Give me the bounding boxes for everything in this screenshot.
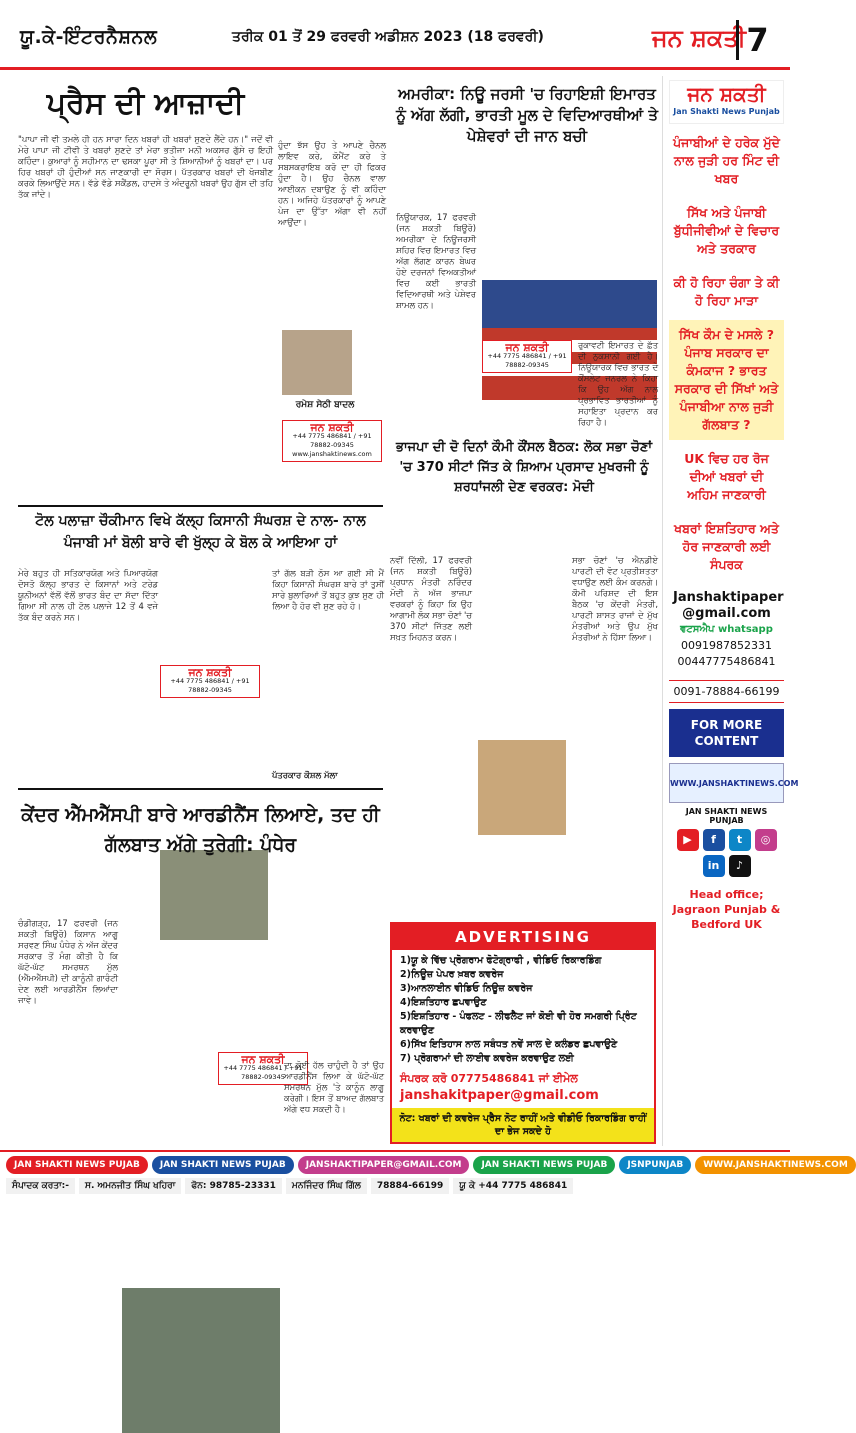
usa-body2: ਰੁਕਾਵਟੀ ਇਮਾਰਤ ਦੇ ਛੱਤ ਦੀ ਨੁਕਸਾਨੀ ਗਈ ਹੈ। ਨਿਊਯਾਰਕ ਵਿਚ ਭਾਰਤ ਦੇ ਕੌਂਸਲੇਟ ਜਨਰਲ ਨੇ ਕਿਹਾ ਕਿ ਉਹ ਅੱਗ ਨਾਲ ਪ੍ਰਭਾਵਿਤ ਭਾਰਤੀਆਂ ਨੂੰ ਸਹਾਇਤਾ ਪ੍ਰਦਾਨ ਕਰ ਰਿਹਾ ਹੈ। xyxy=(578,340,658,427)
footer-editor-label: ਸੰਪਾਦਕ ਕਰਤਾ:- xyxy=(6,1178,75,1194)
sidebar-promo-1: ਪੰਜਾਬੀਆਂ ਦੇ ਹਰੇਕ ਮੁੱਦੇ ਨਾਲ ਜੁੜੀ ਹਰ ਮਿੰਟ ਦੀ ਖਬਰ xyxy=(673,135,780,186)
headline-bjp: ਭਾਜਪਾ ਦੀ ਦੋ ਦਿਨਾਂ ਕੌਮੀ ਕੌਂਸਲ ਬੈਠਕ: ਲੋਕ ਸਭਾ ਚੋਣਾਂ 'ਚ 370 ਸੀਟਾਂ ਜਿੱਤ ਕੇ ਸ਼ਿਆਮ ਪ੍ਰਸਾਦ ਮੁਖਰਜੀ ਨੂੰ ਸ਼ਰਧਾਂਜਲੀ ਦੇਣ ਵਰਕਰ: ਮੋਦੀ xyxy=(396,440,652,495)
author-photo xyxy=(282,330,352,395)
sidebar-promo-5: UK ਵਿਚ ਹਰ ਰੋਜ ਦੀਆਂ ਖਬਰਾਂ ਦੀ ਅਹਿਮ ਜਾਣਕਾਰੀ xyxy=(684,451,769,502)
date-line: ਤਰੀਕ 01 ਤੋਂ 29 ਫਰਵਰੀ ਅਡੀਸ਼ਨ 2023 (18 ਫਰਵਰੀ) xyxy=(232,29,544,45)
toll-photo xyxy=(160,850,268,940)
bjp-photo xyxy=(478,740,566,835)
page-number: 7 xyxy=(736,20,776,60)
msp-stamp: ਜਨ ਸ਼ਕਤੀ +44 7775 486841 / +91 78882-09345 xyxy=(218,1052,308,1085)
ad-item: 4)ਇਸ਼ਤਿਹਾਰ ਛਪਵਾਉਣ xyxy=(400,997,487,1008)
sidebar-phone: 0091-78884-66199 xyxy=(669,680,784,703)
sidebar-promo-2: ਸਿੱਖ ਅਤੇ ਪੰਜਾਬੀ ਬੁੱਧੀਜੀਵੀਆਂ ਦੇ ਵਿਚਾਰ ਅਤੇ ਤਰਕਾਰ xyxy=(673,205,780,256)
toll-stamp: ਜਨ ਸ਼ਕਤੀ +44 7775 486841 / +91 78882-09345 xyxy=(160,665,260,698)
press-col1: "ਪਾਪਾ ਜੀ ਵੀ ਤਮਲੇ ਹੀ ਹਨ ਸਾਰਾ ਦਿਨ ਖਬਰਾਂ ਹੀ ਖਬਰਾਂ ਸੁਣਦੇ ਲੈਂਦੇ ਹਨ।" ਜਦੋਂ ਵੀ ਮੇਰੇ ਪਾਪਾ ਜੀ ਟੀਵੀ ਤੇ ਖਬਰਾਂ ਸੁਣਦੇ ਤਾਂ ਮੇਰਾ ਭਤੀਜਾ ਮਨੀ ਅਕਸਰ ਗੁੱਸੇ ਚ ਇਹੀ ਕਹਿੰਦਾ। ਕੁਆਰਾਂ ਨੂੰ ਸਹੀਮਾਨ ਦਾ ਢਸਕਾ ਪੂਰਾ ਸੀ ਤੇ ਸ਼ਿਆਨੀਆਂ ਨੂੰ ਖਬਰਾਂ ਦਾ। ਪਰ ਹਿਰ ਖਬਰਾਂ ਹੀ ਹੁੰਦੀਆਂ ਸਨ ਜਾਣਕਾਰੀ ਦਾ ਸੋਰਸ। ਪੱਤਰਕਾਰ ਖਬਰਾਂ ਦੀ ਖੋਜਬੀਣ ਕਰਕੇ ਲਿਆਉਂਦੇ ਸਨ। ਵੱਡੇ ਵੱਡੇ ਸਕੈਂਡਲ, ਹਾਦਸੇ ਤੇ ਅੰਦਰੂਨੀ ਖਬਰਾਂ ਉਹ ਗੁੱਸ ਦੀ ਤਹਿ ਤੱਕ ਜਾਂਦੇ। xyxy=(18,134,273,199)
press-col2: ਹੁੰਦਾ ਝੱਸ ਉਹ ਤੇ ਆਪਣੇ ਚੈਨਲ ਲਾਇਵ ਕਰੇ, ਕੋਮੈਂਟ ਕਰੇ ਤੇ ਸਬਸਕਰਾਇਬ ਕਰੋ ਦਾ ਹੀ ਫਿਕਰ ਹੁੰਦਾ ਹੈ। ਉਹ ਚੈਨਲ ਵਾਲਾ ਆਈਕਨ ਦਬਾਉਣ ਨੂੰ ਵੀ ਕਹਿੰਦਾ ਹਨ। ਅਜਿਹੇ ਪੱਤਰਕਾਰਾਂ ਨੂੰ ਆਪਣੇ ਪੇਜ ਦਾ ਉੱਤਾ ਅੱਗਾ ਵੀ ਨਹੀਂ ਆਉਂਦਾ। xyxy=(278,140,386,227)
footer-website-link[interactable]: WWW.JANSHAKTINEWS.COM xyxy=(695,1156,855,1174)
article-press xyxy=(18,80,273,489)
footer-whatsapp-link[interactable]: JAN SHAKTI NEWS PUJAB xyxy=(473,1156,615,1174)
masthead xyxy=(0,0,790,70)
ad-item: 3)ਆਨਲਾਈਨ ਵੀਡਿਓ ਨਿਊਜ਼ ਕਵਰੇਜ xyxy=(400,983,533,994)
whatsapp-label: ਵਟਸਐਪ whatsapp xyxy=(680,624,773,635)
follow-label: JAN SHAKTI NEWS PUNJAB xyxy=(685,807,768,825)
youtube-icon[interactable]: ▶ xyxy=(677,829,699,851)
head-office: Head office; Jagraon Punjab & Bedford UK xyxy=(672,888,781,931)
press-col2-area xyxy=(278,140,386,320)
footer-manager-phone: 78884-66199 xyxy=(371,1178,449,1194)
right-sidebar xyxy=(662,76,799,1146)
ad-item: 7) ਪ੍ਰੋਗਰਾਮਾਂ ਦੀ ਲਾਈਵ ਕਵਰੇਜ ਕਰਵਾਉਣ ਲਈ xyxy=(400,1053,574,1064)
sidebar-logo: ਜਨ ਸ਼ਕਤੀ Jan Shakti News Punjab xyxy=(669,80,784,124)
footer-manager: ਮਨਜਿੰਦਰ ਸਿੰਘ ਗਿੱਲ xyxy=(286,1178,367,1194)
instagram-icon[interactable]: ◎ xyxy=(755,829,777,851)
press-stamp: ਜਨ ਸ਼ਕਤੀ +44 7775 486841 / +91 78882-09345 www.janshaktinews.com xyxy=(282,420,382,462)
footer xyxy=(0,1150,848,1200)
sidebar-promo-4: ਸਿੱਖ ਕੌਮ ਦੇ ਮਸਲੇ ? ਪੰਜਾਬ ਸਰਕਾਰ ਦਾ ਕੰਮਕਾਜ ? ਭਾਰਤ ਸਰਕਾਰ ਦੀ ਸਿੱਖਾਂ ਅਤੇ ਪੰਜਾਬੀਆ ਨਾਲ ਜੁੜੀ ਗੱਲਬਾਤ ? xyxy=(669,320,784,440)
author-name: ਰਮੇਸ਼ ਸੇਠੀ ਬਾਦਲ xyxy=(295,400,355,410)
msp-body: ਚੰਡੀਗੜ੍ਹ, 17 ਫਰਵਰੀ (ਜਨ ਸ਼ਕਤੀ ਬਿਊਰੋ) ਕਿਸਾਨ ਆਗੂ ਸਰਵਣ ਸਿੰਘ ਪੰਧੇਰ ਨੇ ਅੱਜ ਕੇਂਦਰ ਸਰਕਾਰ ਤੋਂ ਮੰਗ ਕੀਤੀ ਹੈ ਕਿ ਘੱਟੋ-ਘੱਟ ਸਮਰਥਨ ਮੁੱਲ (ਐੱਮਐੱਸਪੀ) ਦੀ ਕਾਨੂੰਨੀ ਗਾਰੰਟੀ ਦੇਣ ਲਈ ਆਰਡੀਨੈਂਸ ਲਿਆਂਦਾ ਜਾਵੇ। xyxy=(18,918,118,1005)
headline-toll: ਟੋਲ ਪਲਾਜ਼ਾ ਚੌਕੀਮਾਨ ਵਿਖੇ ਕੱਲ੍ਹ ਕਿਸਾਨੀ ਸੰਘਰਸ਼ ਦੇ ਨਾਲ- ਨਾਲ ਪੰਜਾਬੀ ਮਾਂ ਬੋਲੀ ਬਾਰੇ ਵੀ ਖੁੱਲ੍ਹ ਕੇ ਬੋਲ ਕੇ ਆਇਆ ਹਾਂ xyxy=(35,513,366,551)
ad-contact: ਸੰਪਰਕ ਕਰੋ 07775486841 ਜਾਂ ਈਮੇਲ xyxy=(400,1072,578,1085)
ad-item: 2)ਨਿਊਜ਼ ਪੇਪਰ ਖ਼ਬਰ ਕਵਰੇਜ xyxy=(400,969,504,980)
usa-body: ਨਿਊਯਾਰਕ, 17 ਫਰਵਰੀ (ਜਨ ਸ਼ਕਤੀ ਬਿਊਰੋ) ਅਮਰੀਕਾ ਦੇ ਨਿਊਜਰਸੀ ਸ਼ਹਿਰ ਵਿਚ ਇਮਾਰਤ ਵਿਚ ਅੱਗ ਲੱਗਣ ਕਾਰਨ ਬੇਘਰ ਹੋਏ ਦਰਜਨਾਂ ਵਿਅਕਤੀਆਂ ਵਿਚ ਕਈ ਭਾਰਤੀ ਵਿਦਿਆਰਥੀ ਅਤੇ ਪੇਸ਼ੇਵਰ ਸ਼ਾਮਲ ਹਨ। xyxy=(396,212,476,310)
toll-byline: ਪੱਤਰਕਾਰ ਕੌਸ਼ਲ ਮੱਲਾ xyxy=(272,770,338,780)
website-badge[interactable]: WWW.JANSHAKTINEWS.COM xyxy=(669,763,784,803)
twitter-icon[interactable]: t xyxy=(729,829,751,851)
social-icons xyxy=(669,829,784,877)
sidebar-promo-6: ਖਬਰਾਂ ਇਸ਼ਤਿਹਾਰ ਅਤੇ ਹੋਰ ਜਾਣਕਾਰੀ ਲਈ ਸੰਪਰਕ xyxy=(674,521,779,572)
ad-item: 5)ਇਸ਼ਤਿਹਾਰ - ਪੰਫਲਟ - ਲੀਫਲੈਟ ਜਾਂ ਕੋਈ ਵੀ ਹੋਰ ਸਮਗਰੀ ਪ੍ਰਿੰਟ ਕਰਵਾਉਣ xyxy=(400,1011,637,1036)
footer-facebook-link[interactable]: JAN SHAKTI NEWS PUJAB xyxy=(152,1156,294,1174)
more-content-button[interactable]: FOR MORE CONTENT xyxy=(669,709,784,757)
divider-2 xyxy=(18,788,383,790)
footer-contact-row xyxy=(0,1178,790,1194)
footer-uk-phone: ਯੂ ਕੇ +44 7775 486841 xyxy=(453,1178,573,1194)
ad-item: 1)ਯੂ ਕੇ ਵਿੱਚ ਪ੍ਰੋਗਰਾਮ ਫੋਟੋਗ੍ਰਾਫੀ , ਵੀਡਿਓ ਰਿਕਾਰਡਿੰਗ xyxy=(400,955,602,966)
toll-col1: ਮੇਰੇ ਬਹੁਤ ਹੀ ਸਤਿਕਾਰਯੋਗ ਅਤੇ ਪਿਆਰਯੋਗ ਦੋਸਤੋ ਕੱਲ੍ਹ ਭਾਰਤ ਦੇ ਕਿਸਾਨਾਂ ਅਤੇ ਟਰੇਡ ਯੂਨੀਅਨਾਂ ਵੱਲੋਂ ਵੱਲੋਂ ਭਾਰਤ ਬੰਦ ਦਾ ਸੱਦਾ ਦਿੱਤਾ ਗਿਆ ਸੀ ਨਾਲ ਹੀ ਟੋਲ ਪਲਾਜੇ 12 ਤੋਂ 4 ਵਜੇ ਤੱਕ ਬੰਦ ਕਰਨੇ ਸਨ। xyxy=(18,568,158,622)
footer-twitter-link[interactable]: JSNPUNJAB xyxy=(619,1156,691,1174)
bjp-body: ਨਵੀਂ ਦਿੱਲੀ, 17 ਫਰਵਰੀ (ਜਨ ਸ਼ਕਤੀ ਬਿਊਰੋ) ਪ੍ਰਧਾਨ ਮੰਤਰੀ ਨਰਿੰਦਰ ਮੋਦੀ ਨੇ ਅੱਜ ਭਾਜਪਾ ਵਰਕਰਾਂ ਨੂੰ ਕਿਹਾ ਕਿ ਉਹ ਆਗਾਮੀ ਲੋਕ ਸਭਾ ਚੋਣਾਂ 'ਚ 370 ਸੀਟਾਂ ਜਿੱਤਣ ਲਈ ਸਖ਼ਤ ਮਿਹਨਤ ਕਰਨ। xyxy=(390,555,472,642)
brand-logo: ਜਨ ਸ਼ਕਤੀ xyxy=(652,23,746,52)
headline-press: ਪ੍ਰੈਸ ਦੀ ਆਜ਼ਾਦੀ xyxy=(46,86,245,121)
ad-item: 6)ਸਿੱਖ ਇਤਿਹਾਸ ਨਾਲ ਸਬੰਧਤ ਨਵੇਂ ਸਾਲ ਦੇ ਕਲੰਡਰ ਛਪਵਾਉਣੇ xyxy=(400,1039,618,1050)
ad-email[interactable]: janshakitpaper@gmail.com xyxy=(400,1088,599,1103)
facebook-icon[interactable]: f xyxy=(703,829,725,851)
ad-title: ADVERTISING xyxy=(392,924,654,950)
footer-phone: ਫੋਨ: 98785-23331 xyxy=(185,1178,282,1194)
sidebar-contact xyxy=(669,586,784,674)
footer-youtube-link[interactable]: JAN SHAKTI NEWS PUJAB xyxy=(6,1156,148,1174)
usa-stamp: ਜਨ ਸ਼ਕਤੀ +44 7775 486841 / +91 78882-09345 xyxy=(482,340,572,373)
whatsapp-number-2: 00447775486841 xyxy=(677,655,776,668)
headline-msp: ਕੇਂਦਰ ਐੱਮਐੱਸਪੀ ਬਾਰੇ ਆਰਡੀਨੈਂਸ ਲਿਆਏ, ਤਦ ਹੀ ਗੱਲਬਾਤ ਅੱਗੇ ਤੁਰੇਗੀ: ਪੰਧੇਰ xyxy=(21,804,380,856)
msp-body2: ਦਾ ਕੋਈ ਹੱਲ ਚਾਹੁੰਦੀ ਹੈ ਤਾਂ ਉਹ ਆਰਡੀਨੈਂਸ ਲਿਆ ਕੇ ਘੱਟੋ-ਘੱਟ ਸਮਰਥਨ ਮੁੱਲ 'ਤੇ ਕਾਨੂੰਨ ਲਾਗੂ ਕਰੇਗੀ। ਇਸ ਤੋਂ ਬਾਅਦ ਗੱਲਬਾਤ ਅੱਗੇ ਵਧ ਸਕਦੀ ਹੈ। xyxy=(284,1060,384,1114)
advertising-box xyxy=(390,922,656,1144)
divider-1 xyxy=(18,505,383,507)
toll-col2: ਤਾਂ ਗੱਲ ਬੜੀ ਠੋਸ ਆ ਗਈ ਸੀ ਮੈਂ ਕਿਹਾ ਕਿਸਾਨੀ ਸੰਘਰਸ਼ ਬਾਰੇ ਤਾਂ ਤੁਸੀਂ ਸਾਰੇ ਬੁਲਾਰਿਆਂ ਤੋਂ ਬਹੁਤ ਕੁਝ ਸੁਣ ਹੀ ਲਿਆ ਹੈ ਹੋਰ ਵੀ ਸੁਣ ਰਹੇ ਹੋ। xyxy=(272,568,384,611)
headline-usa: ਅਮਰੀਕਾ: ਨਿਊ ਜਰਸੀ 'ਚ ਰਿਹਾਇਸ਼ੀ ਇਮਾਰਤ ਨੂੰ ਅੱਗ ਲੱਗੀ, ਭਾਰਤੀ ਮੂਲ ਦੇ ਵਿਦਿਆਰਥੀਆਂ ਤੇ ਪੇਸ਼ੇਵਰਾਂ ਦੀ ਜਾਨ ਬਚੀ xyxy=(396,85,658,145)
footer-social-row xyxy=(0,1152,848,1178)
edition-label: ਯੂ.ਕੇ-ਇੰਟਰਨੈਸ਼ਨਲ xyxy=(20,26,158,48)
footer-editor-name: ਸ. ਅਮਨਜੀਤ ਸਿੰਘ ਖਹਿਰਾ xyxy=(79,1178,181,1194)
ad-note: ਨੋਟ: ਖਬਰਾਂ ਦੀ ਕਵਰੇਜ ਪ੍ਰੈਸ ਨੋਟ ਰਾਹੀਂ ਅਤੇ ਵੀਡੀਓ ਰਿਕਾਰਡਿੰਗ ਰਾਹੀਂ ਦਾ ਭੇਜ ਸਕਦੇ ਹੋ xyxy=(392,1108,654,1142)
sidebar-email-domain[interactable]: @gmail.com xyxy=(682,606,771,621)
bjp-body2: ਸਭਾ ਚੋਣਾਂ 'ਚ ਐਨਡੀਏ ਪਾਰਟੀ ਦੀ ਵੋਟ ਪ੍ਰਤੀਸ਼ਤਤਾ ਵਧਾਉਣ ਲਈ ਕੰਮ ਕਰਨਗੇ। ਕੌਮੀ ਪਰਿਸ਼ਦ ਦੀ ਇਸ ਬੈਠਕ 'ਚ ਕੇਂਦਰੀ ਮੰਤਰੀ, ਪਾਰਟੀ ਸ਼ਾਸਤ ਰਾਜਾਂ ਦੇ ਮੁੱਖ ਮੰਤਰੀਆਂ ਅਤੇ ਉਪ ਮੁੱਖ ਮੰਤਰੀਆਂ ਨੇ ਹਿੱਸਾ ਲਿਆ। xyxy=(572,555,658,642)
sidebar-email-user[interactable]: Janshaktipaper xyxy=(673,590,784,605)
msp-photo xyxy=(122,1288,280,1433)
ad-list xyxy=(392,950,654,1070)
sidebar-promo-3: ਕੀ ਹੋ ਰਿਹਾ ਚੰਗਾ ਤੇ ਕੀ ਹੋ ਰਿਹਾ ਮਾੜਾ xyxy=(673,275,780,308)
footer-email-link[interactable]: JANSHAKTIPAPER@GMAIL.COM xyxy=(298,1156,470,1174)
whatsapp-number-1: 0091987852331 xyxy=(681,639,772,652)
tiktok-icon[interactable]: ♪ xyxy=(729,855,751,877)
linkedin-icon[interactable]: in xyxy=(703,855,725,877)
